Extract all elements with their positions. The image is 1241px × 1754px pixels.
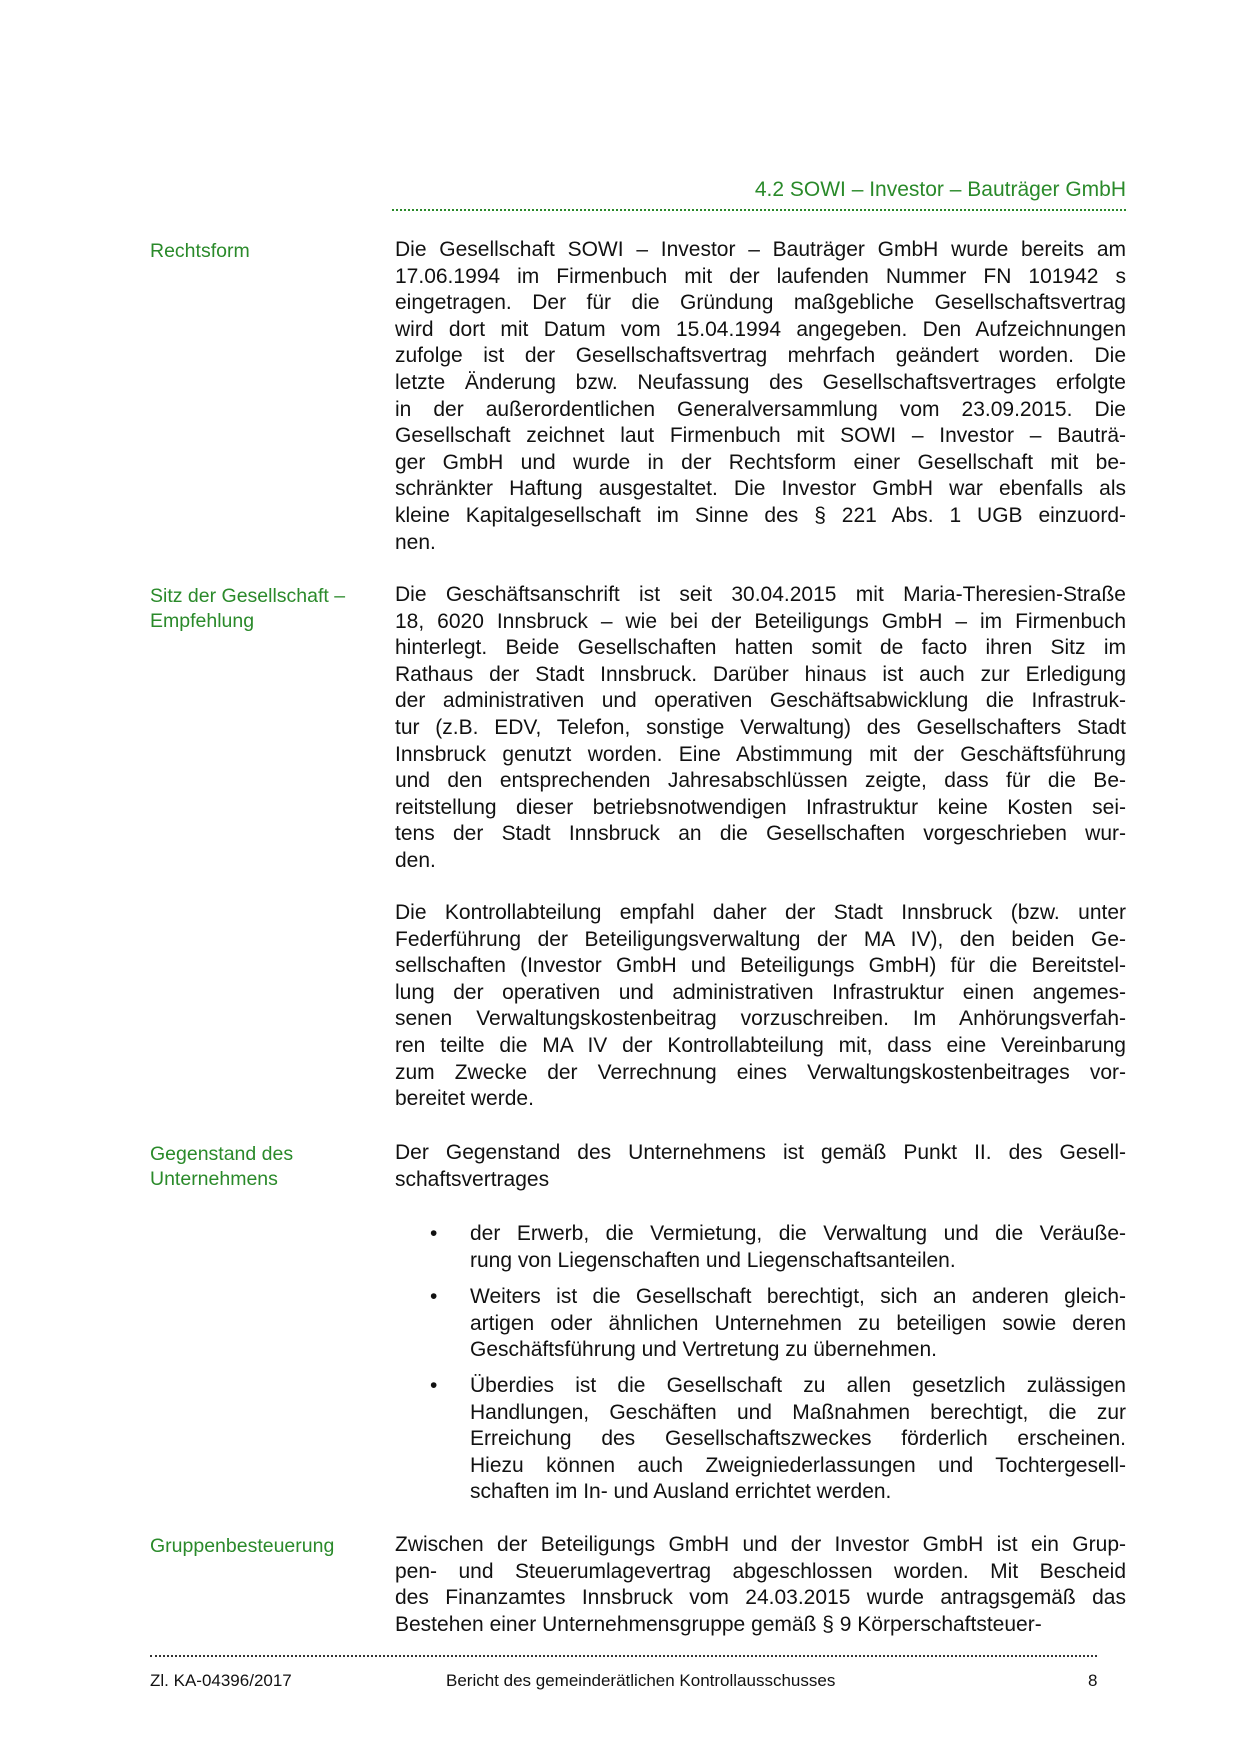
bullet-icon: • <box>430 1285 438 1308</box>
text-line: schaftsvertrages <box>395 1167 550 1191</box>
text-line: Geschäftsführung und Vertretung zu übernehmen. <box>470 1338 937 1362</box>
text-line: Der Gegenstand des Unternehmens ist gemäß Punkt II. des Gesell- <box>395 1141 1126 1164</box>
text-line: reitstellung dieser betriebsnotwendigen Infrastruktur keine Kosten sei- <box>395 795 1126 819</box>
text-line: schaften im In- und Ausland errichtet werden. <box>470 1480 892 1504</box>
text-line: in der außerordentlichen Generalversammlung vom 23.09.2015. Die <box>395 397 1126 421</box>
page-number: 8 <box>1088 1671 1098 1690</box>
section-label-line: Rechtsform <box>150 240 250 262</box>
bullet-icon: • <box>430 1374 438 1397</box>
section-label-line: Empfehlung <box>150 610 255 632</box>
text-line: hinterlegt. Beide Gesellschaften hatten somit de facto ihren Sitz im <box>395 636 1126 660</box>
text-line: Federführung der Beteiligungsverwaltung der MA IV), den beiden Ge- <box>395 927 1126 951</box>
header-divider <box>392 209 1126 211</box>
section-label <box>150 1142 293 1192</box>
text-line: Die Geschäftsanschrift ist seit 30.04.2015 mit Maria-Theresien-Straße <box>395 583 1126 606</box>
section-label-line: Unternehmens <box>150 1168 278 1190</box>
bullet-icon: • <box>430 1222 438 1245</box>
text-line: Die Gesellschaft SOWI – Investor – Bauträger GmbH wurde bereits am <box>395 238 1126 261</box>
text-line: 17.06.1994 im Firmenbuch mit der laufenden Nummer FN 101942 s <box>395 264 1126 288</box>
text-line: wird dort mit Datum vom 15.04.1994 angegeben. Den Aufzeichnungen <box>395 317 1126 341</box>
text-line: Zwischen der Beteiligungs GmbH und der Investor GmbH ist ein Grup- <box>395 1533 1126 1556</box>
text-line: 18, 6020 Innsbruck – wie bei der Beteiligungs GmbH – im Firmenbuch <box>395 609 1126 633</box>
body-paragraph <box>395 237 1126 556</box>
text-line: schränkter Haftung ausgestaltet. Die Investor GmbH war ebenfalls als <box>395 477 1126 501</box>
text-line: pen- und Steuerumlagevertrag abgeschlossen worden. Mit Bescheid <box>395 1559 1126 1583</box>
text-line: Erreichung des Gesellschaftszweckes förderlich erscheinen. <box>470 1427 1126 1451</box>
text-line: Gesellschaft zeichnet laut Firmenbuch mit SOWI – Investor – Bauträ- <box>395 424 1126 448</box>
bullet-item <box>430 1221 1126 1274</box>
footer-title: Bericht des gemeinderätlichen Kontrollausschusses <box>446 1671 836 1690</box>
bullet-item <box>430 1284 1126 1364</box>
text-line: tur (z.B. EDV, Telefon, sonstige Verwaltung) des Gesellschafters Stadt <box>395 715 1126 739</box>
section-label <box>150 584 345 634</box>
section-label-line: Sitz der Gesellschaft – <box>150 585 346 607</box>
section-label-line: Gruppenbesteuerung <box>150 1535 335 1557</box>
text-line: zum Zwecke der Verrechnung eines Verwaltungskostenbeitrages vor- <box>395 1060 1126 1084</box>
text-line: Handlungen, Geschäften und Maßnahmen berechtigt, die zur <box>470 1400 1126 1424</box>
text-line: letzte Änderung bzw. Neufassung des Gesellschaftsvertrages erfolgte <box>395 370 1126 394</box>
text-line: ger GmbH und wurde in der Rechtsform einer Gesellschaft mit be- <box>395 450 1126 474</box>
text-line: ren teilte die MA IV der Kontrollabteilung mit, dass eine Vereinbarung <box>395 1033 1126 1057</box>
text-line: senen Verwaltungskostenbeitrag vorzuschreiben. Im Anhörungsverfah- <box>395 1007 1126 1031</box>
bullet-item <box>430 1373 1126 1506</box>
text-line: nen. <box>395 530 436 554</box>
text-line: tens der Stadt Innsbruck an die Gesellschaften vorgeschrieben wur- <box>395 822 1126 846</box>
body-paragraph <box>395 1140 1126 1193</box>
text-line: artigen oder ähnlichen Unternehmen zu beteiligen sowie deren <box>470 1311 1126 1335</box>
text-line: Rathaus der Stadt Innsbruck. Darüber hinaus ist auch zur Erledigung <box>395 662 1126 686</box>
text-line: lung der operativen und administrativen Infrastruktur einen angemes- <box>395 980 1126 1004</box>
body-paragraph <box>395 582 1126 875</box>
body-paragraph <box>395 900 1126 1113</box>
text-line: des Finanzamtes Innsbruck vom 24.03.2015 wurde antragsgemäß das <box>395 1586 1126 1610</box>
section-label <box>150 1534 334 1559</box>
text-line: der administrativen und operativen Geschäftsabwicklung die Infrastruk- <box>395 689 1126 713</box>
section-label <box>150 239 250 264</box>
text-line: Die Kontrollabteilung empfahl daher der Stadt Innsbruck (bzw. unter <box>395 901 1126 924</box>
body-paragraph <box>395 1532 1126 1638</box>
footer-divider <box>150 1655 1097 1657</box>
section-header: 4.2 SOWI – Investor – Bauträger GmbH <box>754 178 1126 201</box>
text-line: kleine Kapitalgesellschaft im Sinne des § 221 Abs. 1 UGB einzuord- <box>395 503 1126 527</box>
text-line: Weiters ist die Gesellschaft berechtigt, sich an anderen gleich- <box>470 1285 1126 1308</box>
text-line: rung von Liegenschaften und Liegenschaftsanteilen. <box>470 1248 956 1272</box>
text-line: und den entsprechenden Jahresabschlüssen zeigte, dass für die Be- <box>395 769 1126 793</box>
text-line: eingetragen. Der für die Gründung maßgebliche Gesellschaftsvertrag <box>395 291 1126 315</box>
text-line: Bestehen einer Unternehmensgruppe gemäß § 9 Körperschaftsteuer- <box>395 1612 1042 1636</box>
text-line: sellschaften (Investor GmbH und Beteiligungs GmbH) für die Bereitstel- <box>395 954 1126 978</box>
text-line: zufolge ist der Gesellschaftsvertrag mehrfach geändert worden. Die <box>395 344 1126 368</box>
text-line: Hiezu können auch Zweigniederlassungen und Tochtergesell- <box>470 1453 1126 1477</box>
text-line: Überdies ist die Gesellschaft zu allen gesetzlich zulässigen <box>470 1374 1126 1397</box>
text-line: der Erwerb, die Vermietung, die Verwaltung und die Veräuße- <box>470 1222 1126 1245</box>
text-line: den. <box>395 848 436 872</box>
section-label-line: Gegenstand des <box>150 1143 294 1165</box>
text-line: bereitet werde. <box>395 1087 534 1111</box>
footer-reference: Zl. KA-04396/2017 <box>150 1671 292 1690</box>
text-line: Innsbruck genutzt worden. Eine Abstimmung mit der Geschäftsführung <box>395 742 1126 766</box>
